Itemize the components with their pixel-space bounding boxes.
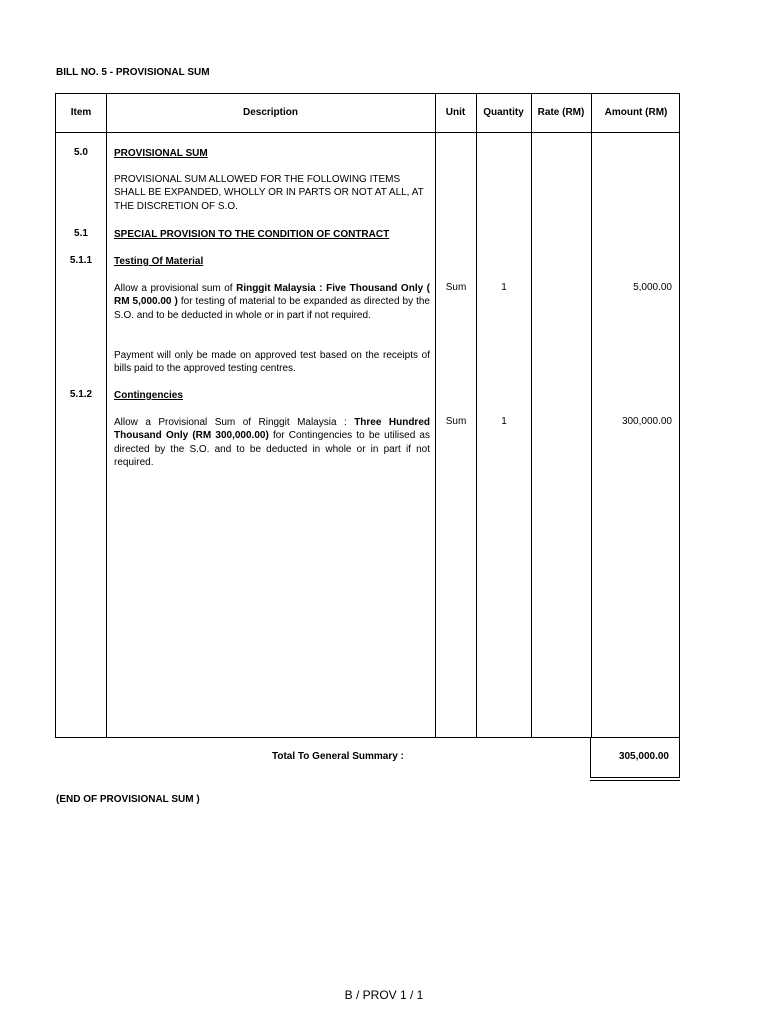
item-description [114,416,430,470]
desc-run: for testing of material to be expanded as directed by the S.O. and to be deducted in whole or in part if not required. [114,296,430,321]
unit-value: Sum [445,416,467,427]
header-unit: Unit [445,107,466,118]
header-quantity: Quantity [483,107,524,118]
item-number: 5.0 [74,147,88,158]
header-item: Item [70,107,92,118]
item-heading: SPECIAL PROVISION TO THE CONDITION OF CONTRACT [114,229,390,240]
total-box [590,737,680,778]
item-description: PROVISIONAL SUM ALLOWED FOR THE FOLLOWING ITEMS SHALL BE EXPANDED, WHOLLY OR IN PARTS OR NOT AT ALL, AT THE DISCRETION OF S.O. [114,174,424,212]
item-heading: Contingencies [114,390,183,401]
header-divider [56,132,679,133]
quantity-value: 1 [501,282,507,293]
desc-run: for Contingencies to be utilised as directed by the S.O. and to be deducted in whole or in part if not required. [114,430,430,469]
desc-run: Allow a provisional sum of [114,283,237,294]
desc-run: Allow a Provisional Sum of Ringgit Malaysia : [114,417,355,428]
quantity-value: 1 [501,416,507,427]
item-number: 5.1.1 [69,255,93,266]
end-note: (END OF PROVISIONAL SUM ) [56,794,200,805]
desc-run-bold: Ringgit Malaysia : Five Thousand Only ( RM 5,000.00 ) [114,283,431,308]
header-amount: Amount (RM) [604,107,668,118]
total-double-underline [590,780,680,781]
bill-title: BILL NO. 5 - PROVISIONAL SUM [56,67,210,78]
amount-value: 5,000.00 [633,282,672,293]
item-heading: Testing Of Material [114,256,204,267]
page-footer: B / PROV 1 / 1 [344,988,424,1002]
total-underline [590,777,680,778]
item-heading: PROVISIONAL SUM [114,148,208,159]
unit-value: Sum [445,282,467,293]
amount-value: 300,000.00 [621,416,672,427]
item-number: 5.1.2 [69,389,93,400]
item-description: Payment will only be made on approved test based on the receipts of bills paid to the approved testing centres. [114,350,430,375]
header-rate: Rate (RM) [537,107,585,118]
desc-run-bold: Three Hundred Thousand Only (RM 300,000.00) [114,417,430,442]
total-value: 305,000.00 [618,751,669,762]
total-label: Total To General Summary : [272,751,404,762]
item-number: 5.1 [74,228,88,239]
header-description: Description [242,107,298,118]
column-divider [106,94,107,737]
item-description [114,282,430,322]
bill-table [55,93,680,738]
